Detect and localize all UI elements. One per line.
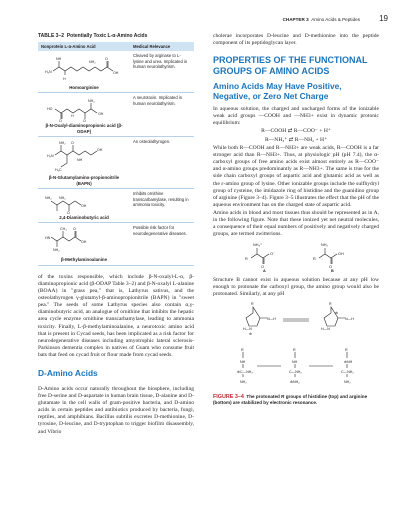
svg-text:OH: OH: [98, 112, 104, 117]
svg-text:NH₂: NH₂: [59, 141, 66, 146]
relevance-cell: Cleaved by arginase to L-lysine and urea. Implicated in human neurolathyrism.: [130, 51, 194, 93]
svg-text:R: R: [245, 257, 248, 262]
svg-text:⊕NH: ⊕NH: [344, 359, 353, 364]
sub-heading: Amino Acids May Have Positive, Negative, or Zero Net Charge: [213, 81, 342, 101]
left-paragraph-2: D-Amino acids occur naturally throughout the biosphere, including free D-serine and D-aspartate in human brain tissue, D-alanine and D-glutamate in the cell walls of gram-positive bacteria, and D-amino acids in certain peptides and antibiotics produced by bacteria, fungi, reptiles, and amphibians. Bacillus subtilis excretes D-methionine, D-tyrosine, D-leucine, and D-tryptophan to trigger biofilm disassembly, and Vibrio: [38, 385, 194, 435]
right-paragraph-4: Structure B cannot exist in aqueous solution because at any pH low enough to protonate the carboxyl group, the amino group would also be protonated. Similarly, at any pH: [213, 277, 379, 298]
svg-text:R: R: [241, 347, 244, 352]
svg-text:NH₃⁺: NH₃⁺: [253, 243, 263, 248]
svg-text:C—NH₂: C—NH₂: [341, 369, 354, 374]
svg-text:N—H: N—H: [267, 316, 276, 321]
svg-text:OH: OH: [113, 71, 119, 75]
main-heading: PROPERTIES OF THE FUNCTIONAL GROUPS OF AMINO ACIDS: [213, 55, 368, 76]
right-paragraph-3: Amino acids in blood and most tissues thus should be represented as in A, in the following figure. Note that these ionized yet net neutral molecules, a consequence of their equal numbers of positively and negatively charged groups, are termed zwitterions.: [213, 209, 379, 238]
row-name: Homoarginine: [69, 85, 99, 90]
table-row: [38, 51, 194, 93]
structure-label-a: A: [263, 269, 266, 273]
structure-cell: [38, 189, 130, 223]
svg-text:NH₂: NH₂: [45, 196, 52, 201]
left-column: [38, 33, 194, 436]
table-header-relevance: Medical Relevance: [130, 42, 194, 51]
table-row: [38, 189, 194, 223]
table-row: [38, 93, 194, 137]
section-heading-d-amino-acids: D-Amino Acids: [38, 367, 98, 378]
right-paragraph-2: While both R—COOH and R—NH3+ are weak acids, R—COOH is a far stronger acid than R—NH3+. Thus, at physiologic pH (pH 7.4), the α-carboxyl groups of free amino acids exist almost entirely as R—COO⁻ and α-amino groups predominantly as R—NH3+. The same is true for the side chain carboxyl groups of aspartic acid and glutamic acid as well as the ε-amino group of lysine. Other ionizable groups include the sulfhydryl group of cysteine, the imidazole ring of histidine and the guanidino group of arginine (Figure 3–4). Figure 3–5 illustrates the effect that the pH of the aqueous environment has on the charged state of aspartic acid.: [213, 145, 379, 208]
svg-text:R: R: [313, 257, 316, 262]
svg-text:OH: OH: [81, 204, 87, 209]
right-paragraph-1: In aqueous solution, the charged and uncharged forms of the ionizable weak acid groups —COOH and —NH3+ exist in dynamic protonic equilibrium:: [213, 105, 379, 126]
homoarginine-structure: [41, 53, 127, 85]
svg-text:HN: HN: [45, 236, 51, 241]
row-name: β-N-Glutamylamino-propionoitrile (BAPN): [48, 175, 120, 186]
svg-text:NH₂: NH₂: [344, 379, 351, 384]
relevance-cell: A neurotoxin. Implicated in human neurolathyrism.: [130, 93, 194, 137]
svg-text:H: H: [71, 114, 74, 119]
svg-text:O: O: [73, 227, 76, 232]
arginine-resonance-structures: [213, 346, 379, 386]
left-paragraph-1: of the toxins responsible, which include β-N-oxalyl-L-α, β-diaminopropionic acid (β-ODAP Table 3–2) and β-N-oxalyl L-alanine (BOAA) in "grass pea," that is, Lathyrus sativus, and the osteolathyrogen γ-glutamyl-β-aminopropionitrile (BAPN) in "sweet pea." The seeds of some Lathyrus species also contain α,γ-diaminobutyric acid, an analogue of ornithine that inhibits the hepatic area cycle enzyme ornithine transcarbamylase, leading to ammonia toxicity. Finally, L-β-methylaminoalanine, a neurotoxic amino acid that is present in Cycad seeds, has been implicated as a risk factor for neurodegenerative diseases including amyotrophic lateral sclerosis-Parkinson dementia complex in natives of Guam who consume fruit bats that feed on cycad fruit or flour made from cycad seeds.: [38, 273, 194, 358]
toxic-amino-acids-table: [38, 42, 194, 266]
svg-text:H: H: [63, 77, 66, 81]
chapter-title: Amino Acids & Peptides: [311, 17, 360, 22]
svg-text:NH₂: NH₂: [89, 60, 96, 64]
svg-text:R: R: [345, 347, 348, 352]
svg-text:⊕: ⊕: [335, 310, 339, 315]
row-name: β-N-Oxalyl-diaminopropionic acid (β-ODAP): [45, 123, 123, 134]
svg-text:H—N: H—N: [243, 326, 252, 331]
table-title: [38, 33, 194, 39]
relevance-cell: Possible risk factor for neurodegenerative diseases.: [130, 223, 194, 265]
svg-text:H₂N: H₂N: [45, 70, 52, 74]
svg-text:R: R: [251, 301, 254, 306]
structure-cell: [38, 51, 130, 93]
svg-text:HO: HO: [47, 107, 53, 112]
svg-text:NH₂: NH₂: [53, 248, 60, 253]
right-column: [213, 33, 379, 406]
relevance-cell: An osteolathyrogen.: [130, 137, 194, 189]
table-header-acid: Nonprotein L-α-Amino Acid: [38, 42, 130, 51]
running-head-text: [283, 17, 360, 22]
structure-label-b: B: [331, 269, 334, 273]
figure-text: The protonated R groups of histidine (top) and arginine (bottom) are stabilized by electronic resonance.: [213, 393, 368, 406]
svg-text:O: O: [67, 211, 70, 216]
figure-caption: [213, 394, 379, 407]
svg-text:NH₂: NH₂: [321, 243, 328, 248]
svg-text:O: O: [329, 265, 332, 270]
svg-text:NH₂: NH₂: [59, 196, 66, 201]
methylaminoalanine-structure: [41, 225, 127, 257]
svg-text:N—H: N—H: [345, 316, 354, 321]
table-label: TABLE 3–2: [38, 33, 65, 39]
running-head: [0, 14, 400, 26]
zwitterion-structures: [213, 238, 379, 272]
svg-text:H₃C: H₃C: [55, 168, 62, 173]
svg-text:O⁻: O⁻: [270, 252, 275, 257]
chapter-label: CHAPTER 3: [282, 17, 309, 22]
row-name: 2,4-Diaminobutyric acid: [59, 215, 109, 221]
svg-text:H₂N: H₂N: [47, 154, 54, 159]
svg-text:⊕C—NH₂: ⊕C—NH₂: [237, 369, 253, 374]
svg-text:R: R: [293, 347, 296, 352]
odap-structure: [41, 95, 127, 123]
svg-text:NH₂: NH₂: [240, 379, 247, 384]
svg-text:C—NH₂: C—NH₂: [289, 369, 302, 374]
svg-text:O: O: [71, 141, 74, 146]
svg-text:O: O: [83, 119, 86, 124]
structure-cell: [38, 93, 130, 137]
svg-text:OH: OH: [81, 240, 87, 245]
structure-cell: [38, 223, 130, 265]
svg-text:⊕NH₂: ⊕NH₂: [290, 379, 300, 384]
svg-text:NH: NH: [77, 158, 83, 163]
svg-text:O: O: [59, 119, 62, 124]
table-caption: Potentially Toxic L-α-Amino Acids: [66, 33, 148, 39]
table-header-row: [38, 42, 194, 51]
table-row: [38, 137, 194, 189]
right-paragraph-0: cholerae incorporates D-leucine and D-methionine into the peptide component of its peptidoglycan layer.: [213, 33, 379, 47]
svg-text:O: O: [105, 57, 108, 61]
svg-text:R: R: [329, 301, 332, 306]
svg-text:H—N: H—N: [321, 326, 330, 331]
row-name: β-Methylaminoalanine: [60, 257, 108, 263]
diaminobutyric-structure: [41, 191, 127, 215]
page-number: 19: [379, 14, 388, 23]
svg-text:NH: NH: [292, 359, 298, 364]
svg-text:OH: OH: [338, 252, 344, 257]
relevance-cell: Inhibits ornithine transcarbamylase, resulting in ammonia toxicity.: [130, 189, 194, 223]
svg-text:⊕: ⊕: [249, 331, 253, 336]
structure-cell: [38, 137, 130, 189]
svg-text:NH: NH: [240, 359, 246, 364]
table-row: [38, 223, 194, 265]
svg-text:NH₂: NH₂: [88, 99, 95, 104]
svg-text:CH₃: CH₃: [60, 227, 67, 232]
svg-text:OH: OH: [97, 148, 103, 153]
svg-text:O: O: [261, 265, 264, 270]
svg-text:NH: NH: [56, 57, 62, 61]
figure-label: FIGURE 3–4: [213, 393, 244, 400]
equation-carboxyl: R—COOH ⇄ R—COO⁻ + H⁺: [261, 128, 331, 135]
bapn-structure: [41, 139, 127, 175]
histidine-resonance-structures: [213, 299, 379, 341]
equation-amino: R—NH₃⁺ ⇄ R—NH₂ + H⁺: [264, 137, 328, 144]
